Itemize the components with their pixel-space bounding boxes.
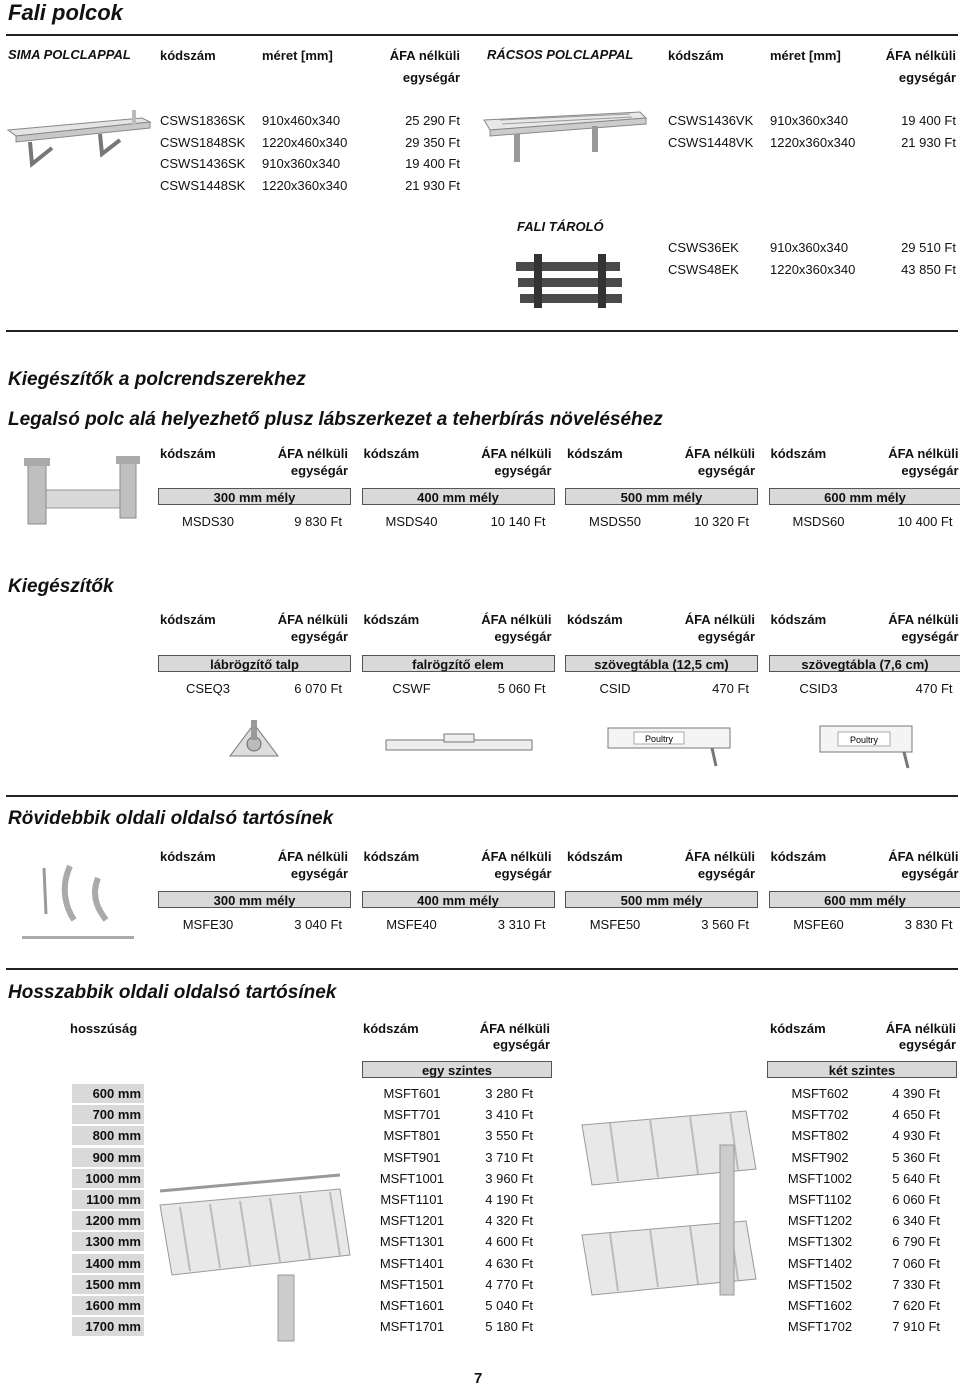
double-price: 7 620 Ft: [892, 1298, 940, 1313]
group-band: 400 mm mély: [362, 488, 555, 505]
product-price: 9 830 Ft: [294, 514, 342, 529]
product-price: 10 140 Ft: [490, 514, 546, 529]
product-price: 470 Ft: [915, 681, 953, 696]
col-price-header: ÁFA nélküli: [885, 48, 956, 63]
product-size: 1220x460x340: [262, 134, 348, 150]
product-price: 3 830 Ft: [904, 917, 953, 932]
col-code-header: kódszám: [363, 1021, 419, 1036]
single-code: MSFT1401: [379, 1255, 445, 1271]
col-price-header-2: egységár: [898, 70, 956, 85]
length-label: 1400 mm: [72, 1254, 144, 1273]
product-price: 19 400 Ft: [901, 113, 956, 128]
extra-leg-image: [14, 450, 144, 530]
length-label: 800 mm: [72, 1126, 144, 1145]
col-code-header: kódszám: [363, 612, 420, 627]
short-rail-image: [20, 858, 140, 948]
grid-shelf-image: [480, 108, 650, 170]
col-price-header-2: egységár: [290, 463, 348, 478]
divider: [6, 795, 958, 797]
double-code: MSFT1102: [788, 1192, 852, 1207]
section-title: Hosszabbik oldali oldalsó tartósínek: [8, 982, 337, 1003]
col-price-header: ÁFA nélküli: [479, 1021, 550, 1036]
single-price: 3 410 Ft: [485, 1107, 533, 1123]
col-length-header: hosszúság: [70, 1021, 138, 1036]
double-price: 5 360 Ft: [892, 1149, 940, 1165]
group-band: 600 mm mély: [769, 488, 960, 505]
single-code: MSFT1301: [379, 1234, 445, 1250]
product-price: 21 930 Ft: [405, 177, 460, 193]
product-code: MSFE30: [182, 917, 234, 932]
product-price: 470 Ft: [712, 681, 749, 696]
foot-mount-image: [224, 716, 284, 764]
col-code-header: kódszám: [770, 849, 827, 864]
sign-text: Poultry: [849, 735, 879, 745]
length-label: 1500 mm: [72, 1275, 144, 1294]
double-code: MSFT702: [791, 1107, 849, 1123]
product-code: MSDS60: [792, 514, 845, 529]
double-code: MSFT1402: [787, 1255, 853, 1271]
right-section-title: RÁCSOS POLCLAPPAL: [487, 47, 634, 62]
double-price: 6 340 Ft: [892, 1213, 940, 1229]
wall-storage-image: [510, 240, 630, 310]
wall-fixing-image: [384, 730, 534, 760]
double-code: MSFT1702: [787, 1319, 853, 1335]
single-price: 3 710 Ft: [485, 1149, 533, 1165]
double-code: MSFT802: [791, 1128, 849, 1144]
double-price: 6 790 Ft: [892, 1234, 940, 1250]
single-price: 4 600 Ft: [485, 1234, 533, 1250]
product-code: CSWF: [392, 681, 431, 696]
col-code-header: kódszám: [160, 48, 216, 63]
product-code: CSID3: [799, 681, 838, 696]
product-code: CSWS1836SK: [160, 113, 246, 128]
sign-text: Poultry: [644, 734, 674, 744]
col-price-header: ÁFA nélküli: [684, 849, 755, 864]
double-code: MSFT1502: [787, 1276, 853, 1292]
section-title: Rövidebbik oldali oldalsó tartósínek: [8, 808, 334, 829]
product-code: MSFE40: [386, 917, 437, 932]
double-level-band: két szintes: [767, 1061, 957, 1078]
section-title: Kiegészítők a polcrendszerekhez: [8, 369, 306, 390]
product-size: 1220x360x340: [770, 261, 856, 277]
divider: [6, 34, 958, 36]
single-code: MSFT1101: [380, 1192, 444, 1207]
length-label: 900 mm: [72, 1148, 144, 1167]
col-code-header: kódszám: [160, 849, 216, 864]
col-price-header: ÁFA nélküli: [481, 446, 552, 461]
double-price: 4 390 Ft: [892, 1086, 940, 1101]
group-band: lábrögzítő talp: [158, 655, 351, 672]
product-code: MSFE50: [589, 917, 641, 932]
product-code: CSWS36EK: [668, 240, 739, 255]
product-price: 3 040 Ft: [294, 917, 342, 932]
col-price-header-2: egységár: [901, 866, 959, 881]
col-price-header: ÁFA nélküli: [277, 446, 348, 461]
col-code-header: kódszám: [770, 1021, 826, 1036]
product-price: 3 560 Ft: [701, 917, 749, 932]
single-price: 3 280 Ft: [485, 1086, 533, 1101]
single-price: 4 770 Ft: [485, 1276, 533, 1292]
col-price-header-2: egységár: [494, 463, 552, 478]
double-price: 4 930 Ft: [892, 1128, 940, 1144]
product-code: CSWS48EK: [668, 261, 739, 277]
double-code: MSFT1202: [787, 1213, 853, 1229]
col-code-header: kódszám: [770, 612, 827, 627]
double-price: 4 650 Ft: [892, 1107, 940, 1123]
col-code-header: kódszám: [160, 446, 216, 461]
product-code: CSWS1436VK: [668, 113, 754, 128]
product-price: 19 400 Ft: [405, 156, 460, 171]
double-price: 7 060 Ft: [892, 1255, 940, 1271]
col-code-header: kódszám: [567, 446, 623, 461]
product-code: CSWS1448SK: [160, 177, 246, 193]
single-price: 3 550 Ft: [485, 1128, 533, 1144]
col-price-header-2: egységár: [290, 866, 348, 881]
product-price: 21 930 Ft: [901, 134, 956, 150]
single-code: MSFT1501: [379, 1276, 445, 1292]
product-price: 10 320 Ft: [694, 514, 749, 529]
product-size: 1220x360x340: [770, 134, 856, 150]
page-title: Fali polcok: [8, 0, 123, 25]
group-band: 300 mm mély: [158, 891, 351, 908]
product-code: MSFE60: [793, 917, 844, 932]
double-code: MSFT902: [791, 1149, 849, 1165]
single-code: MSFT1601: [379, 1298, 445, 1313]
product-code: CSID: [599, 681, 631, 696]
single-price: 4 630 Ft: [485, 1255, 533, 1271]
col-price-header-2: egységár: [697, 866, 755, 881]
product-code: MSDS40: [385, 514, 438, 529]
length-label: 1600 mm: [72, 1296, 144, 1315]
single-price: 3 960 Ft: [485, 1170, 533, 1186]
product-code: MSDS50: [588, 514, 642, 529]
col-code-header: kódszám: [567, 849, 623, 864]
col-size-header: méret [mm]: [262, 48, 333, 63]
single-code: MSFT1001: [379, 1170, 445, 1186]
product-size: 910x460x340: [262, 113, 341, 128]
length-label: 1200 mm: [72, 1211, 144, 1230]
single-code: MSFT901: [383, 1149, 441, 1165]
col-price-header-2: egységár: [492, 1037, 550, 1052]
col-price-header-2: egységár: [290, 629, 348, 644]
group-band: szövegtábla (7,6 cm): [769, 655, 960, 672]
col-code-header: kódszám: [567, 612, 623, 627]
plain-shelf-image: [2, 108, 152, 170]
col-price-header: ÁFA nélküli: [888, 849, 959, 864]
length-label: 1300 mm: [72, 1232, 144, 1251]
single-price: 5 180 Ft: [485, 1319, 533, 1335]
length-label: 700 mm: [72, 1105, 144, 1124]
col-price-header: ÁFA nélküli: [389, 48, 460, 63]
page-number: 7: [474, 1370, 483, 1387]
product-size: 910x360x340: [770, 240, 849, 255]
product-code: CSWS1848SK: [160, 134, 246, 150]
product-code: CSWS1436SK: [160, 156, 246, 171]
group-band: 600 mm mély: [769, 891, 960, 908]
section-title: Kiegészítők: [8, 576, 114, 597]
col-price-header: ÁFA nélküli: [277, 612, 348, 627]
col-code-header: kódszám: [668, 48, 724, 63]
single-code: MSFT1701: [379, 1319, 445, 1335]
product-price: 5 060 Ft: [497, 681, 546, 696]
product-code: MSDS30: [181, 514, 235, 529]
product-price: 25 290 Ft: [405, 113, 460, 128]
col-price-header: ÁFA nélküli: [888, 446, 959, 461]
col-price-header-2: egységár: [901, 629, 959, 644]
double-price: 5 640 Ft: [892, 1170, 940, 1186]
left-section-title: SIMA POLCLAPPAL: [8, 47, 131, 62]
product-size: 910x360x340: [262, 156, 341, 171]
col-price-header: ÁFA nélküli: [481, 612, 552, 627]
double-level-rail-image: [570, 1085, 770, 1345]
col-price-header: ÁFA nélküli: [684, 612, 755, 627]
product-price: 10 400 Ft: [897, 514, 953, 529]
double-price: 7 330 Ft: [892, 1276, 940, 1292]
product-price: 6 070 Ft: [294, 681, 342, 696]
col-price-header-2: egységár: [898, 1037, 956, 1052]
double-code: MSFT602: [791, 1086, 849, 1101]
col-code-header: kódszám: [363, 446, 420, 461]
group-band: 500 mm mély: [565, 488, 758, 505]
product-price: 29 350 Ft: [405, 134, 460, 150]
col-code-header: kódszám: [770, 446, 827, 461]
col-price-header: ÁFA nélküli: [481, 849, 552, 864]
col-price-header: ÁFA nélküli: [885, 1021, 956, 1036]
product-code: CSWS1448VK: [668, 134, 754, 150]
single-price: 4 190 Ft: [485, 1192, 533, 1207]
col-price-header-2: egységár: [402, 70, 460, 85]
single-price: 4 320 Ft: [485, 1213, 533, 1229]
group-band: 500 mm mély: [565, 891, 758, 908]
col-price-header: ÁFA nélküli: [684, 446, 755, 461]
single-code: MSFT1201: [379, 1213, 445, 1229]
product-size: 1220x360x340: [262, 177, 348, 193]
col-size-header: méret [mm]: [770, 48, 841, 63]
group-band: szövegtábla (12,5 cm): [565, 655, 758, 672]
double-price: 6 060 Ft: [892, 1192, 940, 1207]
divider: [6, 968, 958, 970]
double-code: MSFT1002: [787, 1170, 853, 1186]
double-price: 7 910 Ft: [892, 1319, 940, 1335]
col-price-header: ÁFA nélküli: [888, 612, 959, 627]
col-price-header-2: egységár: [697, 463, 755, 478]
col-code-header: kódszám: [160, 612, 216, 627]
single-code: MSFT701: [383, 1107, 441, 1123]
single-code: MSFT601: [383, 1086, 441, 1101]
sign-holder-small-image: [816, 722, 916, 770]
product-price: 3 310 Ft: [497, 917, 546, 932]
col-price-header: ÁFA nélküli: [277, 849, 348, 864]
col-price-header-2: egységár: [494, 629, 552, 644]
double-code: MSFT1302: [787, 1234, 853, 1250]
group-band: 300 mm mély: [158, 488, 351, 505]
divider: [6, 330, 958, 332]
col-code-header: kódszám: [363, 849, 420, 864]
single-code: MSFT801: [383, 1128, 441, 1144]
section-subtitle: Legalsó polc alá helyezhető plusz lábszerkezet a teherbírás növeléséhez: [8, 409, 663, 429]
storage-title: FALI TÁROLÓ: [517, 219, 604, 234]
double-code: MSFT1602: [787, 1298, 853, 1313]
length-label: 1000 mm: [72, 1169, 144, 1188]
single-price: 5 040 Ft: [485, 1298, 533, 1313]
length-label: 1100 mm: [72, 1190, 144, 1209]
sign-holder-large-image: [604, 722, 734, 770]
product-price: 29 510 Ft: [901, 240, 956, 255]
product-size: 910x360x340: [770, 113, 849, 128]
col-price-header-2: egységár: [901, 463, 959, 478]
single-level-band: egy szintes: [362, 1061, 552, 1078]
group-band: falrögzítő elem: [362, 655, 555, 672]
length-label: 600 mm: [72, 1084, 144, 1103]
col-price-header-2: egységár: [494, 866, 552, 881]
col-price-header-2: egységár: [697, 629, 755, 644]
length-label: 1700 mm: [72, 1317, 144, 1336]
product-price: 43 850 Ft: [901, 261, 956, 277]
group-band: 400 mm mély: [362, 891, 555, 908]
single-level-rail-image: [150, 1135, 365, 1345]
product-code: CSEQ3: [185, 681, 231, 696]
